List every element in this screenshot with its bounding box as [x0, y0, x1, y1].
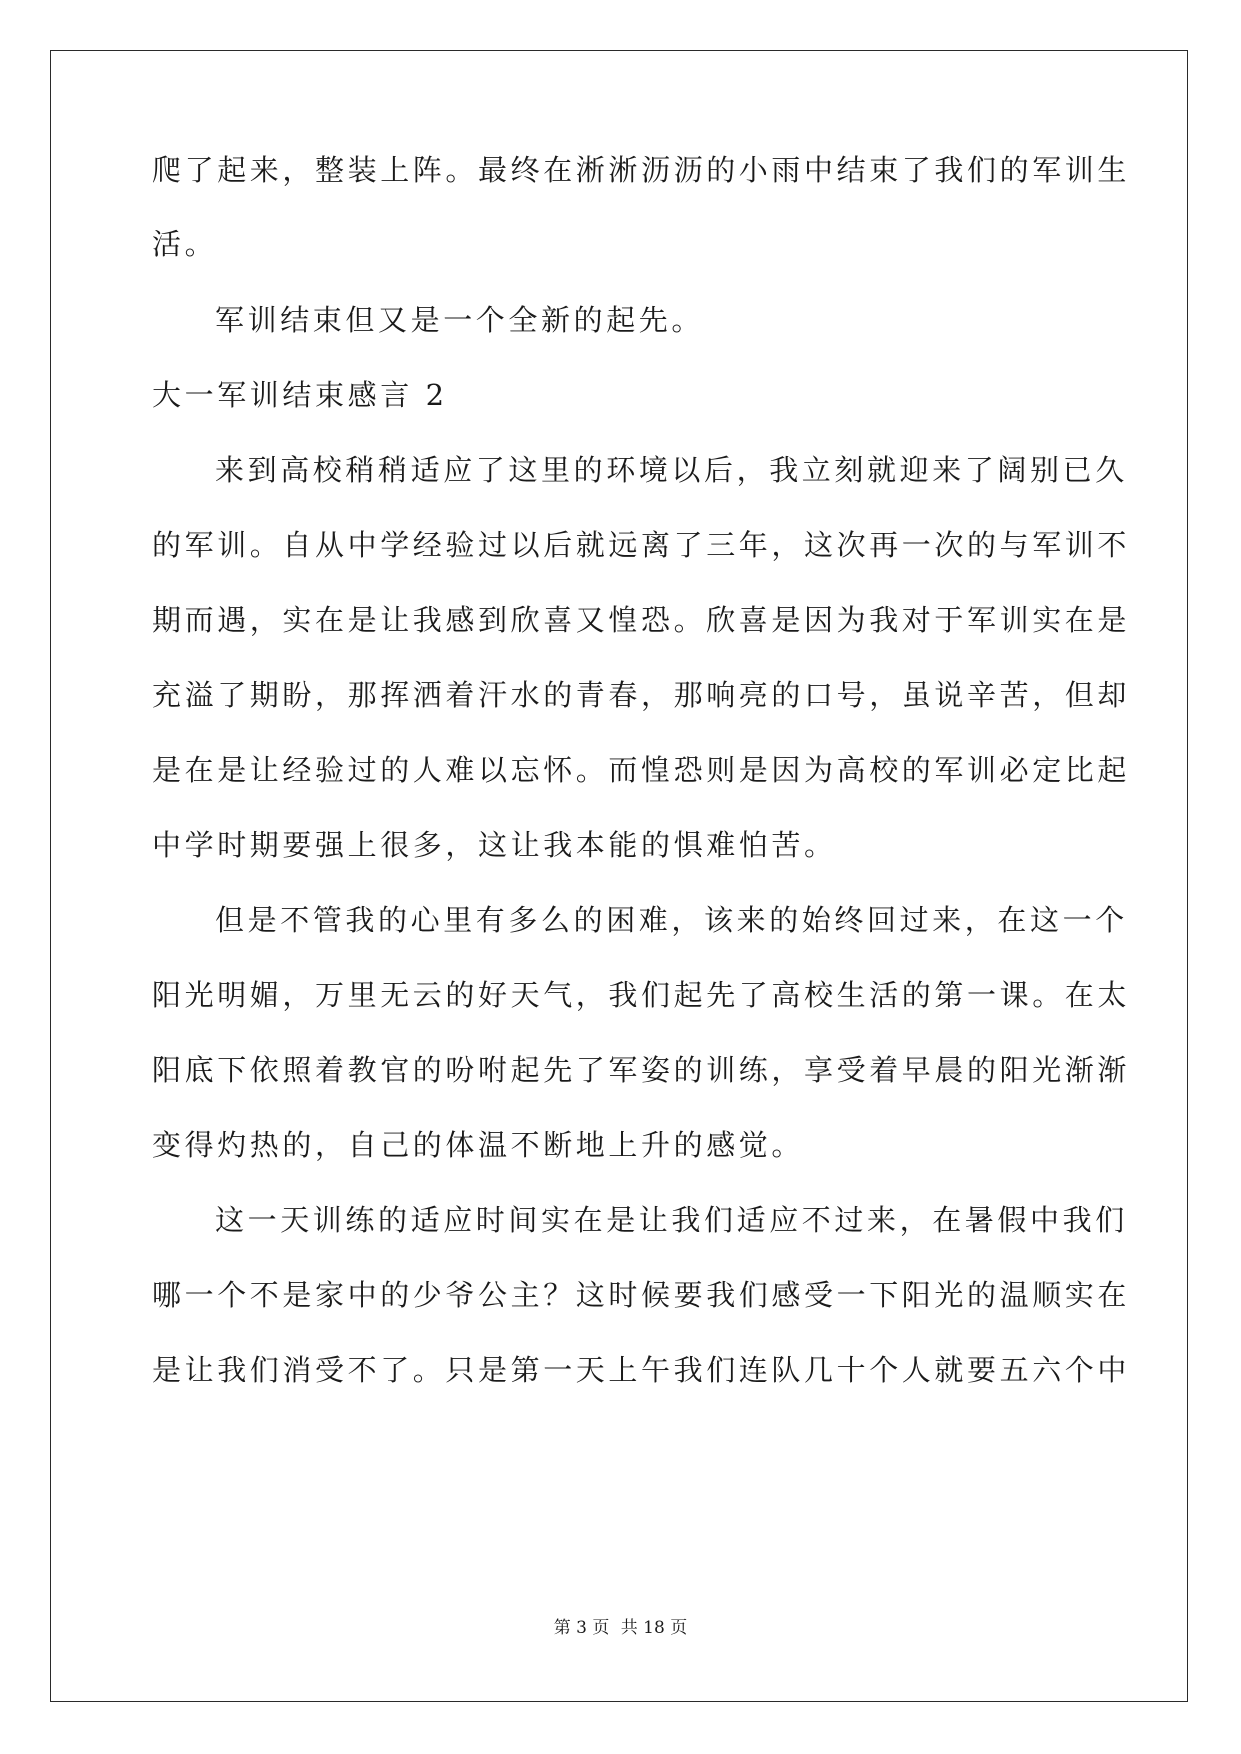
paragraph-line: 是在是让经验过的人难以忘怀。而惶恐则是因为高校的军训必定比起: [152, 753, 1131, 787]
section-heading: 大一军训结束感言 2: [152, 378, 448, 412]
page-footer: [0, 1616, 1241, 1640]
paragraph-line: 军训结束但又是一个全新的起先。: [215, 303, 705, 337]
paragraph-line: 是让我们消受不了。只是第一天上午我们连队几十个人就要五六个中: [152, 1353, 1131, 1387]
page-number: 第 3 页: [553, 1618, 610, 1638]
paragraph-line: 但是不管我的心里有多么的困难，该来的始终回过来，在这一个: [215, 903, 1128, 937]
paragraph-line: 阳光明媚，万里无云的好天气，我们起先了高校生活的第一课。在太: [152, 978, 1131, 1012]
paragraph-line: 中学时期要强上很多，这让我本能的惧难怕苦。: [152, 828, 837, 862]
page-border: [50, 50, 1188, 1702]
paragraph-line: 哪一个不是家中的少爷公主？这时候要我们感受一下阳光的温顺实在: [152, 1278, 1131, 1312]
paragraph-line: 来到高校稍稍适应了这里的环境以后，我立刻就迎来了阔别已久: [215, 453, 1128, 487]
paragraph-line: 充溢了期盼，那挥洒着汗水的青春，那响亮的口号，虽说辛苦，但却: [152, 678, 1131, 712]
paragraph-line: 活。: [152, 227, 218, 261]
paragraph-line: 爬了起来，整装上阵。最终在淅淅沥沥的小雨中结束了我们的军训生: [152, 153, 1131, 187]
paragraph-line: 阳底下依照着教官的吩咐起先了军姿的训练，享受着早晨的阳光渐渐: [152, 1053, 1131, 1087]
total-pages: 共 18 页: [620, 1618, 688, 1638]
paragraph-line: 的军训。自从中学经验过以后就远离了三年，这次再一次的与军训不: [152, 528, 1131, 562]
paragraph-line: 期而遇，实在是让我感到欣喜又惶恐。欣喜是因为我对于军训实在是: [152, 603, 1131, 637]
paragraph-line: 这一天训练的适应时间实在是让我们适应不过来，在暑假中我们: [215, 1203, 1128, 1237]
paragraph-line: 变得灼热的，自己的体温不断地上升的感觉。: [152, 1128, 805, 1162]
